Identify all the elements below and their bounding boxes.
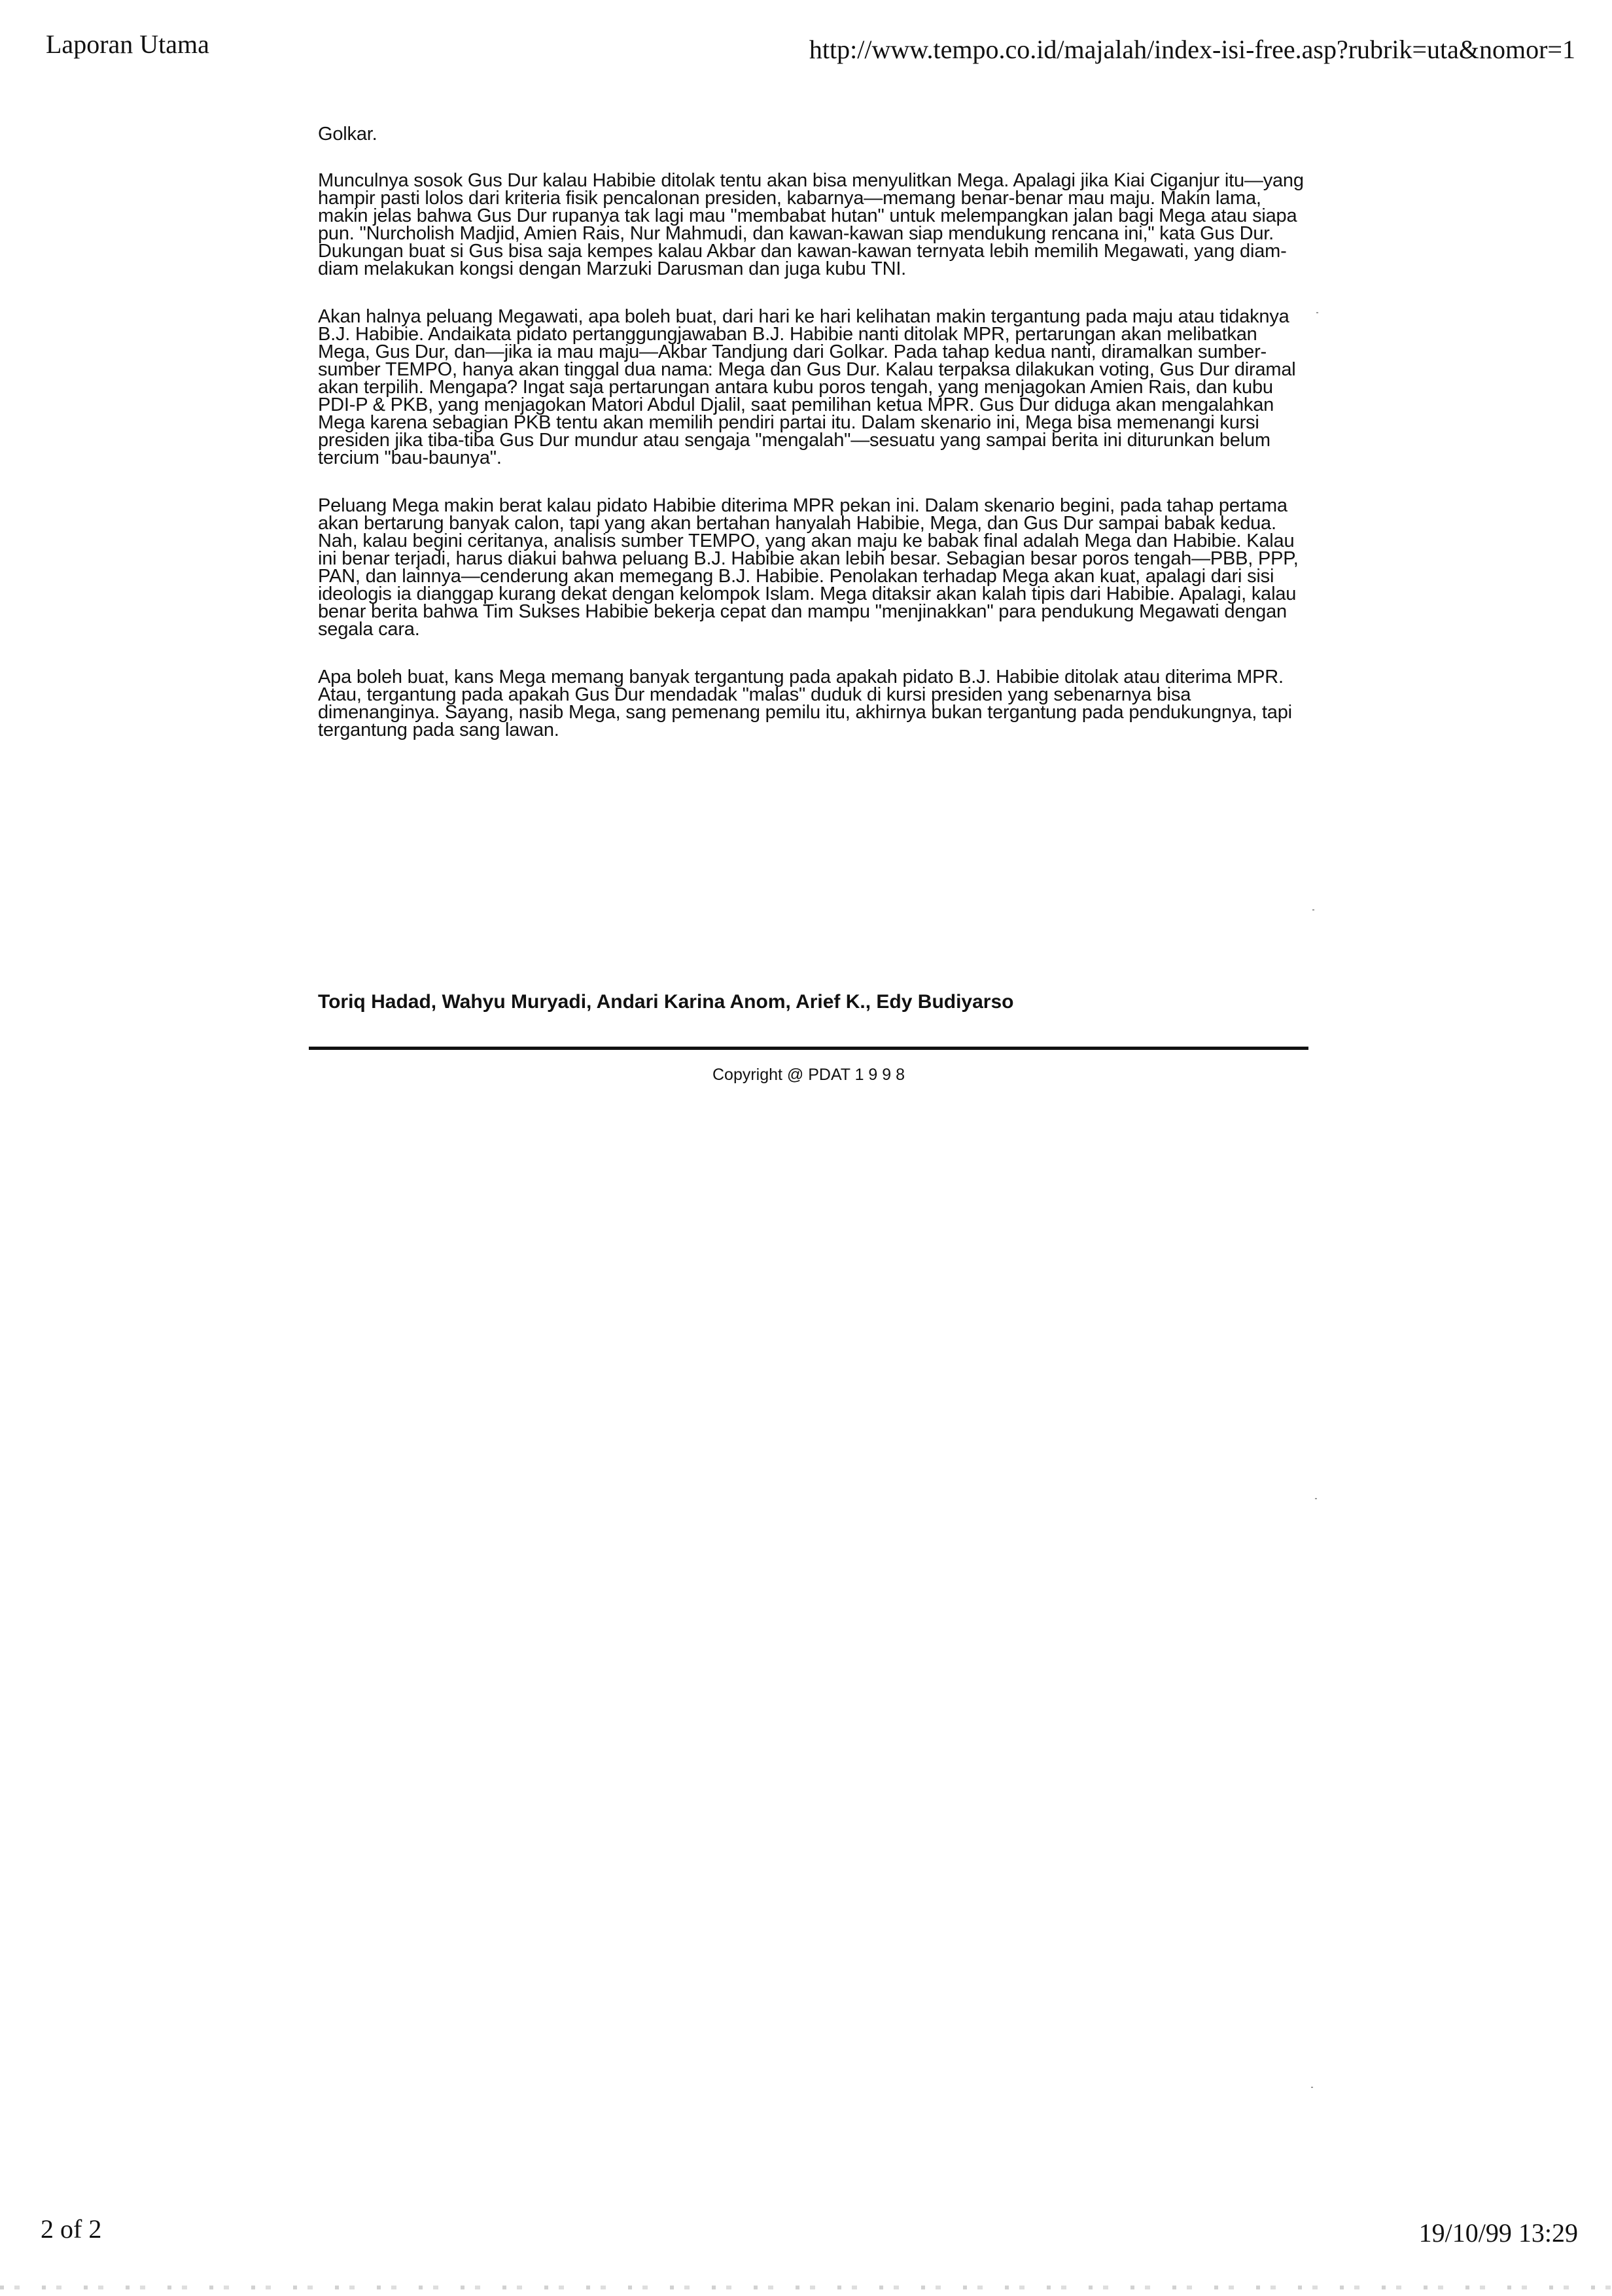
- print-datetime: 19/10/99 13:29: [1418, 2218, 1578, 2248]
- page-number: 2 of 2: [41, 2214, 102, 2244]
- page-header-url: http://www.tempo.co.id/majalah/index-isi-free.asp?rubrik=uta&nomor=1: [809, 35, 1575, 64]
- article-paragraph: Apa boleh buat, kans Mega memang banyak tergantung pada apakah pidato B.J. Habibie ditolak atau diterima MPR. Atau, tergantung pada apakah Gus Dur mendadak "malas" duduk di kursi presiden yang sebenarnya bisa dimenanginya. Sayang, nasib Mega, sang pemenang pemilu itu, akhirnya bukan tergantung pada pendukungnya, tapi tergantung pada sang lawan.: [318, 667, 1292, 740]
- article-paragraph: Golkar.: [318, 124, 377, 145]
- copyright-notice: Copyright @ PDAT 1 9 9 8: [712, 1066, 905, 1084]
- horizontal-rule: [309, 1047, 1308, 1050]
- article-paragraph: Munculnya sosok Gus Dur kalau Habibie ditolak tentu akan bisa menyulitkan Mega. Apalagi jika Kiai Ciganjur itu—yang hampir pasti lolos dari kriteria fisik pencalonan presiden, kabarnya—memang benar-benar mau maju. Makin lama, makin jelas bahwa Gus Dur rupanya tak lagi mau "membabat hutan" untuk melempangkan jalan bagi Mega atau siapa pun. "Nurcholish Madjid, Amien Rais, Nur Mahmudi, dan kawan-kawan siap mendukung rencana ini," kata Gus Dur. Dukungan buat si Gus bisa saja kempes kalau Akbar dan kawan-kawan ternyata lebih memilih Megawati, yang diam-diam melakukan kongsi dengan Marzuki Darusman dan juga kubu TNI.: [318, 170, 1304, 279]
- article-body: [318, 126, 1312, 769]
- page-header-title: Laporan Utama: [46, 29, 209, 59]
- scan-edge-artifact: [0, 2286, 1612, 2289]
- article-paragraph: Akan halnya peluang Megawati, apa boleh buat, dari hari ke hari kelihatan makin tergantung pada maju atau tidaknya B.J. Habibie. Andaikata pidato pertanggungjawaban B.J. Habibie nanti ditolak MPR, pertarungan akan melibatkan Mega, Gus Dur, dan—jika ia mau maju—Akbar Tandjung dari Golkar. Pada tahap kedua nanti, diramalkan sumber-sumber TEMPO, hanya akan tinggal dua nama: Mega dan Gus Dur. Kalau terpaksa dilakukan voting, Gus Dur diramal akan terpilih. Mengapa? Ingat saja pertarungan antara kubu poros tengah, yang menjagokan Amien Rais, dan kubu PDI-P & PKB, yang menjagokan Matori Abdul Djalil, saat pemilihan ketua MPR. Gus Dur diduga akan mengalahkan Mega karena sebagian PKB tentu akan memilih pendiri partai itu. Dalam skenario ini, Mega bisa memenangi kursi presiden jika tiba-tiba Gus Dur mundur atau sengaja "mengalah"—sesuatu yang sampai berita ini diturunkan belum tercium "bau-baunya".: [318, 306, 1296, 468]
- article-authors: Toriq Hadad, Wahyu Muryadi, Andari Karina Anom, Arief K., Edy Budiyarso: [318, 991, 1014, 1013]
- article-paragraph: Peluang Mega makin berat kalau pidato Habibie diterima MPR pekan ini. Dalam skenario begini, pada tahap pertama akan bertarung banyak calon, tapi yang akan bertahan hanyalah Habibie, Mega, dan Gus Dur sampai babak kedua. Nah, kalau begini ceritanya, analisis sumber TEMPO, yang akan maju ke babak final adalah Mega dan Habibie. Kalau ini benar terjadi, harus diakui bahwa peluang B.J. Habibie akan lebih besar. Sebagian besar poros tengah—PBB, PPP, PAN, dan lainnya—cenderung akan memegang B.J. Habibie. Penolakan terhadap Mega akan kuat, apalagi dari sisi ideologis ia dianggap kurang dekat dengan kelompok Islam. Mega ditaksir akan kalah tipis dari Habibie. Apalagi, kalau benar berita bahwa Tim Sukses Habibie bekerja cepat dan mampu "menjinakkan" para pendukung Megawati dengan segala cara.: [318, 495, 1299, 640]
